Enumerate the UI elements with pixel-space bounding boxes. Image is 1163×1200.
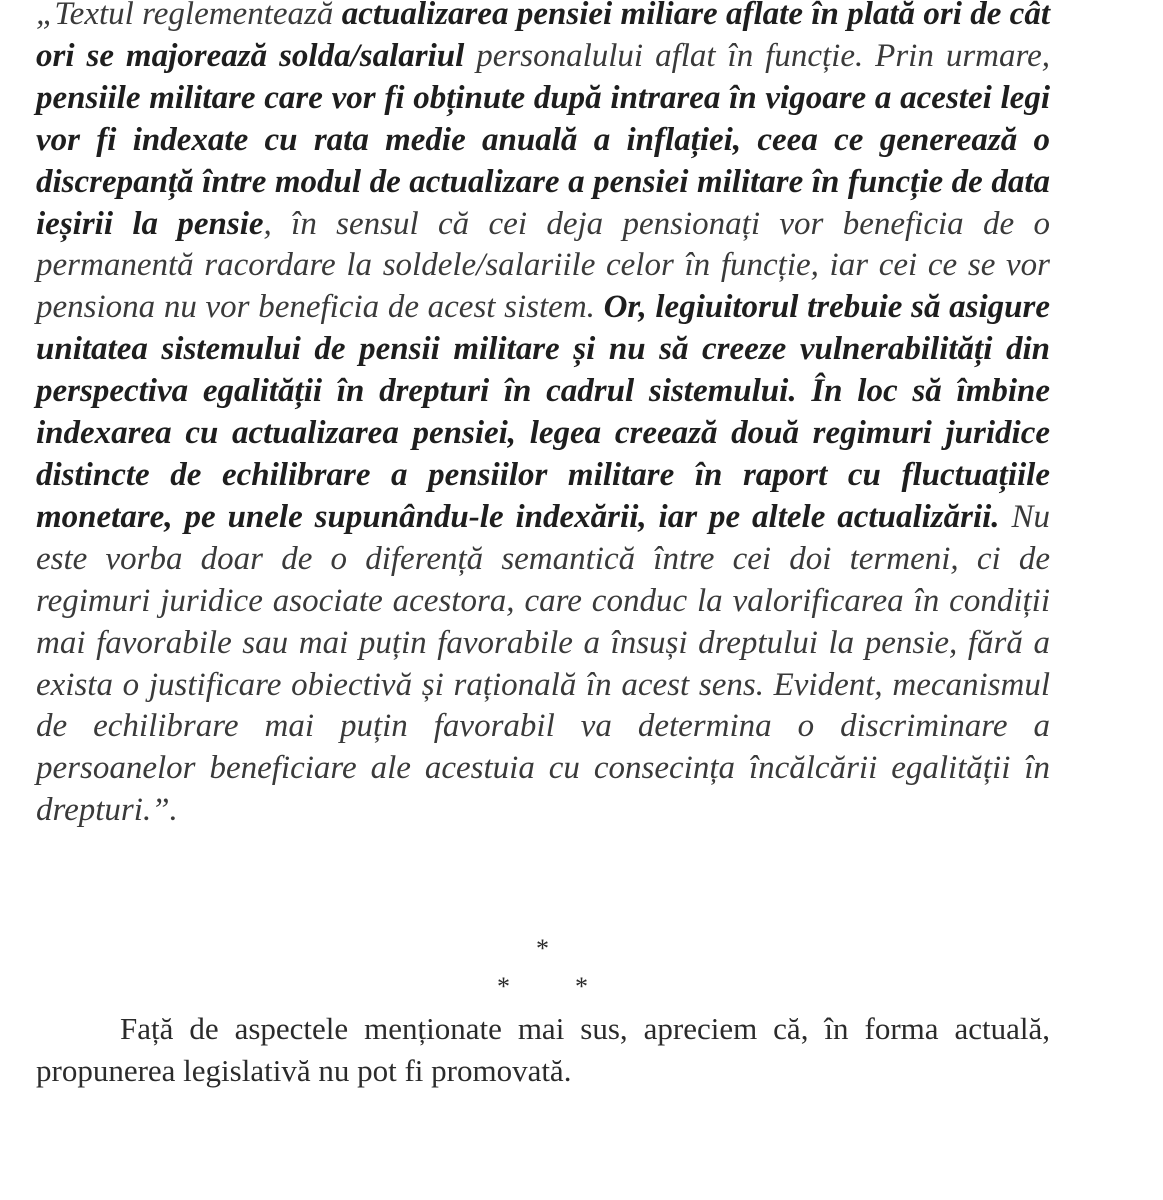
quoted-text-paragraph xyxy=(36,0,1050,832)
asterism-separator xyxy=(0,928,1163,1001)
quote-segment-5: , în sensul că cei deja pensionați vor beneficia de o permanentă racordare la soldele/salariile celor în funcție, iar cei ce se vor pensiona nu vor beneficia de acest sistem. xyxy=(36,205,1050,326)
separator-star-top: * xyxy=(536,934,549,963)
separator-star-left: * xyxy=(497,972,510,1001)
quote-segment-6-bold: Or, legiuitorul trebuie să asigure unitatea sistemului de pensii militare și nu să creeze vulnerabilități din perspectiva egalității în drepturi în cadrul sistemului. În loc să îmbine indexarea cu actualizarea pensiei, legea creează două regimuri juridice distincte de echilibrare a pensiilor militare în raport cu fluctuațiile monetare, pe unele supunându-le indexării, iar pe altele actualizării. xyxy=(36,289,1050,535)
quote-segment-7: Nu este vorba doar de o diferență semantică între cei doi termeni, ci de regimuri juridice asociate acestora, care conduc la valorificarea în condiții mai favorabile sau mai puțin favorabile a însuși dreptului la pensie, fără a exista o justificare obiectivă și rațională în acest sens. Evident, mecanismul de echilibrare mai puțin favorabil va determina o discriminare a persoanelor beneficiare ale acestuia cu consecința încălcării egalității în drepturi.”. xyxy=(36,498,1051,829)
conclusion-paragraph: Față de aspectele menționate mai sus, apreciem că, în forma actuală, propunerea legislativă nu pot fi promovată. xyxy=(36,1011,1050,1088)
quote-segment-1: „Textul reglementează xyxy=(36,0,342,32)
quote-segment-4-bold: pensiile militare care vor fi obținute după intrarea în vigoare a acestei legi vor fi indexate cu rata medie anuală a inflației, ceea ce generează o discrepanță între modul de actualizare a pensiei militare în funcție de data ieșirii la pensie xyxy=(36,79,1050,242)
quote-segment-3: personalului aflat în funcție. Prin urmare, xyxy=(464,37,1051,74)
separator-star-right: * xyxy=(575,972,588,1001)
quote-segment-2-bold: actualizarea pensiei miliare aflate în plată ori de cât ori se majorează solda/salariul xyxy=(36,0,1050,74)
